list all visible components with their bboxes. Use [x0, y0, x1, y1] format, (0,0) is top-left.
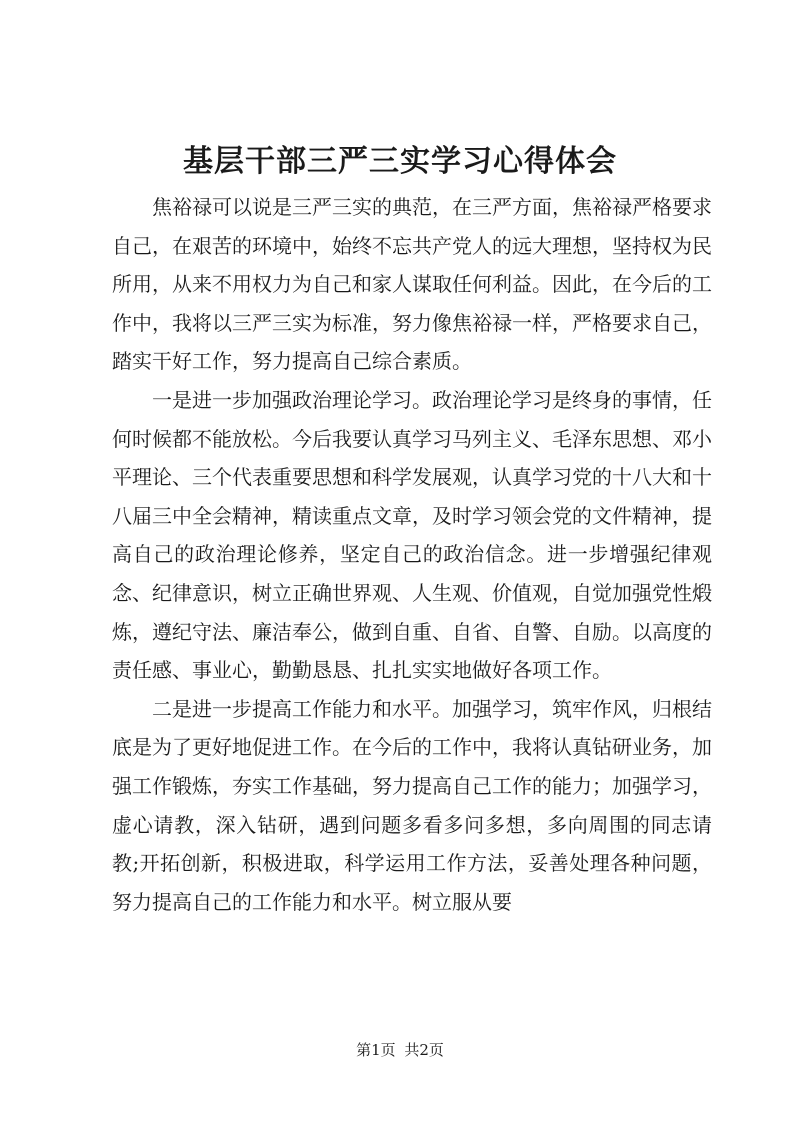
page-total: 共2页 [404, 1041, 444, 1059]
document-body [112, 188, 712, 921]
page-number: 第1页 [356, 1041, 396, 1059]
paragraph-point-two: 二是进一步提高工作能力和水平。加强学习，筑牢作风，归根结底是为了更好地促进工作。在今后的工作中，我将认真钻研业务，加强工作锻炼，夯实工作基础，努力提高自己工作的能力；加强学习，虚心请教，深入钻研，遇到问题多看多问多想，多向周围的同志请教;开拓创新，积极进取，科学运用工作方法，妥善处理各种问题，努力提高自己的工作能力和水平。树立服从要 [112, 696, 712, 914]
document-title: 基层干部三严三实学习心得体会 [183, 144, 617, 179]
paragraph-intro: 焦裕禄可以说是三严三实的典范，在三严方面，焦裕禄严格要求自己，在艰苦的环境中，始终不忘共产党人的远大理想，坚持权为民所用，从来不用权力为自己和家人谋取任何利益。因此，在今后的工作中，我将以三严三实为标准，努力像焦裕禄一样，严格要求自己，踏实干好工作，努力提高自己综合素质。 [112, 195, 712, 374]
page-footer [0, 1040, 800, 1060]
paragraph-point-one: 一是进一步加强政治理论学习。政治理论学习是终身的事情，任何时候都不能放松。今后我要认真学习马列主义、毛泽东思想、邓小平理论、三个代表重要思想和科学发展观，认真学习党的十八大和十八届三中全会精神，精读重点文章，及时学习领会党的文件精神，提高自己的政治理论修养，坚定自己的政治信念。进一步增强纪律观念、纪律意识，树立正确世界观、人生观、价值观，自觉加强党性煅炼，遵纪守法、廉洁奉公，做到自重、自省、自警、自励。以高度的责任感、事业心，勤勤恳恳、扎扎实实地做好各项工作。 [112, 387, 712, 683]
